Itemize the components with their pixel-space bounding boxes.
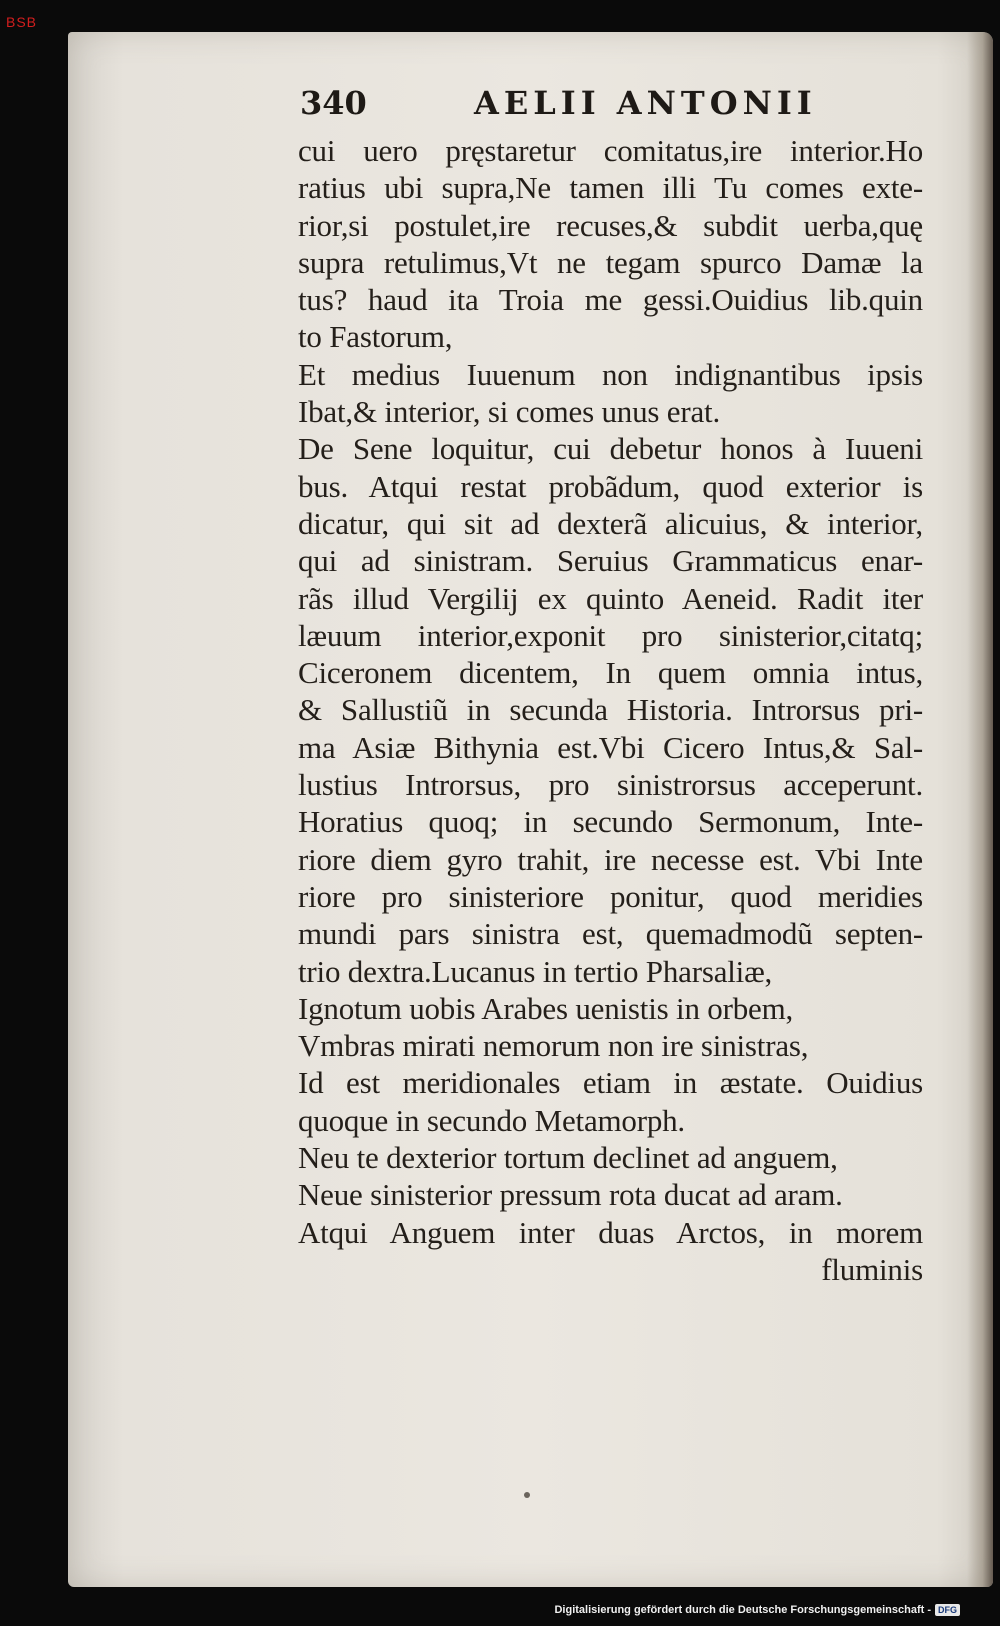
text-line: Id est meridionales etiam in æstate. Ouidius <box>298 1065 923 1101</box>
text-line: læuum interior,exponit pro sinisterior,citatq; <box>298 617 923 653</box>
page-edge-shadow <box>967 32 993 1587</box>
text-line: trio dextra.Lucanus in tertio Pharsaliæ, <box>298 953 773 989</box>
text-line: riore diem gyro trahit, ire necesse est. Vbi Inte <box>298 841 923 877</box>
text-line: De Sene loquitur, cui debetur honos à Iuueni <box>298 431 923 467</box>
paper-speck <box>524 1492 530 1498</box>
text-line: qui ad sinistram. Seruius Grammaticus enar- <box>298 543 923 579</box>
text-line: ratius ubi supra,Ne tamen illi Tu comes exte- <box>298 170 923 206</box>
text-line: Atqui Anguem inter duas Arctos, in morem <box>298 1214 923 1250</box>
text-line: ma Asiæ Bithynia est.Vbi Cicero Intus,& Sal- <box>298 729 923 765</box>
catchword: fluminis <box>821 1251 923 1287</box>
text-line: Et medius Iuuenum non indignantibus ipsis <box>298 356 923 392</box>
text-line: lustius Introrsus, pro sinistrorsus acceperunt. <box>298 767 923 803</box>
text-line: bus. Atqui restat probãdum, quod exterior is <box>298 468 923 504</box>
text-line: mundi pars sinistra est, quemadmodũ septen- <box>298 916 923 952</box>
page-number: 340 <box>300 84 367 122</box>
book-page <box>68 32 993 1587</box>
text-line: Ibat,& interior, si comes unus erat. <box>298 394 721 430</box>
text-line: dicatur, qui sit ad dexterã alicuius, & interior, <box>298 505 923 541</box>
running-head <box>300 84 900 134</box>
text-line: & Sallustiũ in secunda Historia. Introrsus pri- <box>298 692 923 728</box>
text-line: tus? haud ita Troia me gessi.Ouidius lib.quin <box>298 282 923 318</box>
body-text <box>298 132 923 1288</box>
text-line: Horatius quoq; in secundo Sermonum, Inte- <box>298 804 923 840</box>
text-line: Neu te dexterior tortum declinet ad anguem, <box>298 1140 838 1176</box>
running-title: AELII ANTONII <box>474 84 817 122</box>
text-line: rãs illud Vergilij ex quinto Aeneid. Radit iter <box>298 580 923 616</box>
text-line: cui uero pręstaretur comitatus,ire interior.Ho <box>298 133 923 168</box>
digitization-footer <box>554 1598 960 1622</box>
text-line: to Fastorum, <box>298 319 453 355</box>
funding-credit: Digitalisierung gefördert durch die Deutsche Forschungsgemeinschaft - <box>554 1604 931 1616</box>
library-watermark: BSB <box>6 14 38 30</box>
text-line: quoque in secundo Metamorph. <box>298 1102 685 1138</box>
text-line: Ciceronem dicentem, In quem omnia intus, <box>298 655 923 691</box>
text-line: Neue sinisterior pressum rota ducat ad aram. <box>298 1177 843 1213</box>
dfg-logo-icon: DFG <box>935 1604 960 1616</box>
text-line: supra retulimus,Vt ne tegam spurco Damæ la <box>298 244 923 280</box>
text-line: Ignotum uobis Arabes uenistis in orbem, <box>298 990 794 1026</box>
text-line: rior,si postulet,ire recuses,& subdit uerba,quę <box>298 207 923 243</box>
text-line: riore pro sinisteriore ponitur, quod meridies <box>298 878 923 914</box>
text-line: Vmbras mirati nemorum non ire sinistras, <box>298 1028 809 1064</box>
